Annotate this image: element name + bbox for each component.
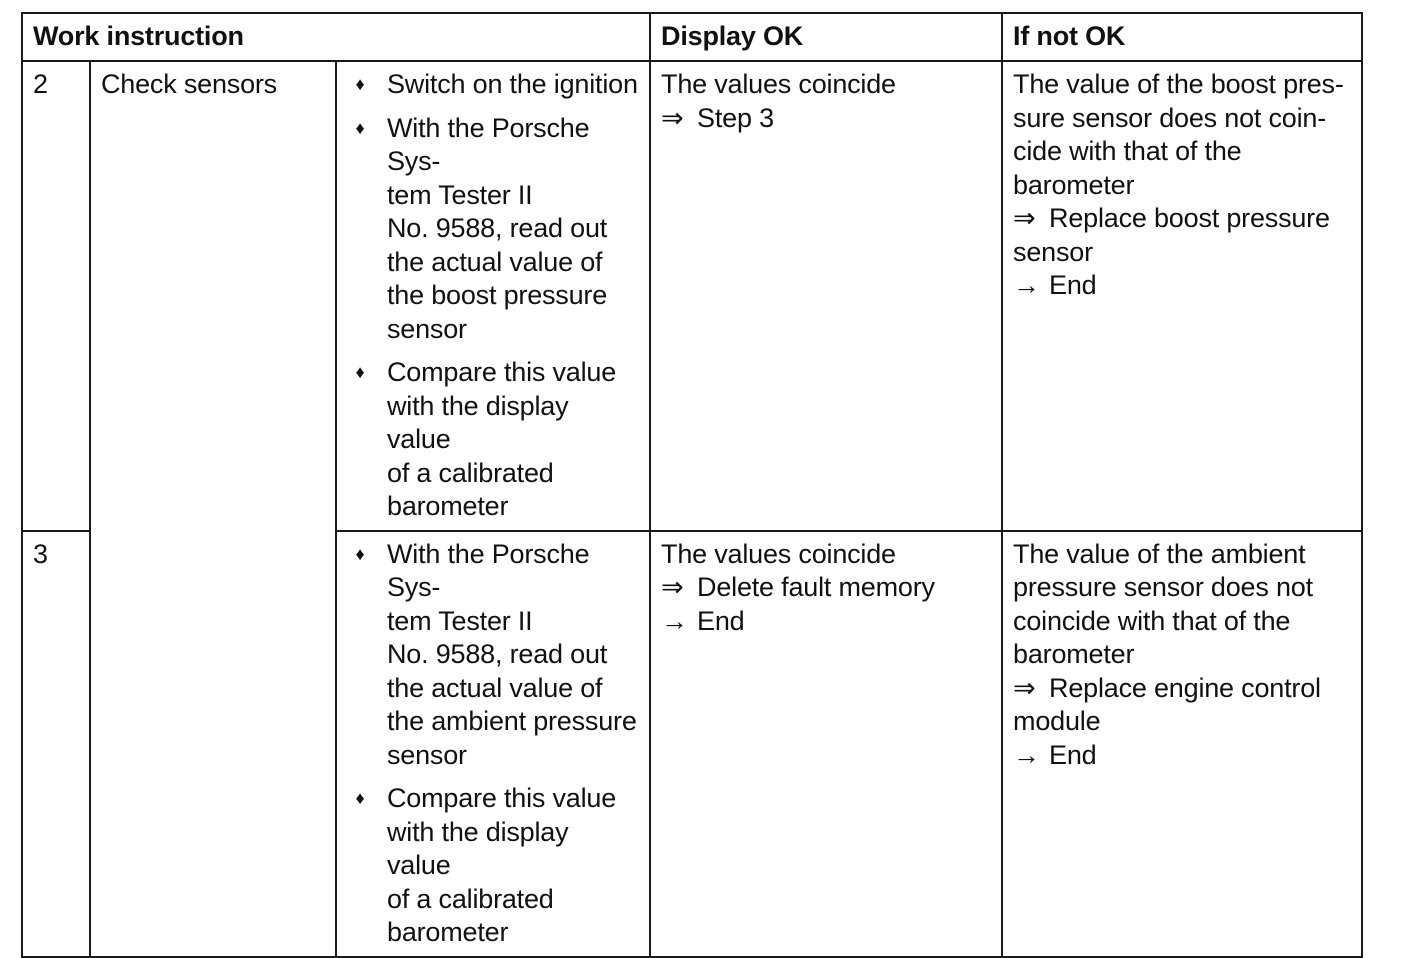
step-number: 3: [22, 531, 90, 957]
result-text: pressure sensor does not: [1013, 572, 1313, 602]
result-line: [661, 605, 991, 639]
bullet-text-line: of a calibrated: [387, 883, 554, 914]
bullet-text-line: the actual value of: [387, 672, 603, 703]
result-line: [1013, 672, 1351, 706]
display-ok-cell: [650, 531, 1002, 957]
result-text: The value of the ambient: [1013, 538, 1306, 569]
result-line: [661, 571, 991, 605]
result-text: End: [1049, 739, 1097, 770]
bullet-text-line: with the display value: [387, 816, 569, 880]
bullet-list: [347, 538, 639, 950]
instruction-cell: [336, 61, 650, 531]
bullet-text-line: sensor: [387, 313, 467, 344]
result-text: Replace boost pressure: [1049, 203, 1330, 233]
bullet-text-line: With the Porsche Sys-: [387, 112, 590, 176]
result-text: sure sensor does not coin-: [1013, 102, 1327, 133]
result-text: barometer: [1013, 639, 1135, 669]
result-line: [1013, 236, 1351, 270]
double-arrow-icon: ⇒: [661, 572, 684, 602]
header-work-instruction: Work instruction: [22, 13, 650, 61]
header-row: [22, 13, 1362, 61]
bullet-text-line: of a calibrated: [387, 457, 554, 488]
display-ok-cell: [650, 61, 1002, 531]
diamond-bullet-icon: ♦: [355, 117, 365, 138]
result-text: End: [697, 605, 745, 636]
result-line: [1013, 169, 1351, 203]
bullet-text-line: sensor: [387, 739, 467, 770]
result-line: [1013, 202, 1351, 236]
bullet-text-line: the actual value of: [387, 246, 603, 277]
if-not-ok-cell: [1002, 531, 1362, 957]
result-text: The values coincide: [661, 538, 896, 569]
result-text: coincide with that of the: [1013, 605, 1291, 636]
bullet-text-line: Compare this value: [387, 783, 617, 813]
arrow-icon: →: [661, 605, 688, 636]
result-line: [661, 68, 991, 102]
header-if-not-ok: If not OK: [1002, 13, 1362, 61]
diamond-bullet-icon: ♦: [355, 74, 365, 94]
result-line: [1013, 705, 1351, 739]
bullet-text-line: Compare this value: [387, 357, 617, 387]
result-line: [1013, 571, 1351, 605]
bullet-text-line: the ambient pressure: [387, 706, 637, 736]
bullet-text-line: the boost pressure: [387, 280, 608, 310]
result-line: [1013, 638, 1351, 672]
result-line: [1013, 269, 1351, 303]
double-arrow-icon: ⇒: [1013, 672, 1036, 703]
bullet-item: [347, 538, 639, 773]
bullet-text-line: barometer: [387, 917, 509, 947]
result-text: The value of the boost pres-: [1013, 69, 1344, 99]
instruction-cell: [336, 531, 650, 957]
header-display-ok: Display OK: [650, 13, 1002, 61]
result-line: [1013, 538, 1351, 572]
bullet-text-line: With the Porsche Sys-: [387, 538, 590, 602]
diamond-bullet-icon: ♦: [355, 543, 365, 564]
bullet-text-line: No. 9588, read out: [387, 639, 608, 669]
diamond-bullet-icon: ♦: [355, 362, 365, 382]
bullet-text-line: with the display value: [387, 390, 569, 454]
bullet-item: [347, 112, 639, 347]
bullet-text-line: Switch on the ignition: [387, 69, 638, 99]
arrow-icon: →: [1013, 270, 1040, 300]
result-text: sensor: [1013, 236, 1093, 267]
result-text: barometer: [1013, 169, 1135, 200]
result-line: [1013, 102, 1351, 136]
bullet-list: [347, 68, 639, 524]
table-row-step-2: [22, 61, 1362, 531]
bullet-text-line: tem Tester II: [387, 179, 533, 210]
diamond-bullet-icon: ♦: [355, 788, 365, 808]
result-line: [1013, 605, 1351, 639]
bullet-item: [347, 782, 639, 950]
result-line: [661, 102, 991, 136]
task-name: Check sensors: [90, 61, 336, 957]
step-number: 2: [22, 61, 90, 531]
result-text: End: [1049, 270, 1097, 300]
result-text: The values coincide: [661, 69, 896, 99]
bullet-text-line: tem Tester II: [387, 605, 533, 636]
bullet-text-line: barometer: [387, 491, 509, 521]
result-line: [661, 538, 991, 572]
result-text: module: [1013, 706, 1101, 736]
result-line: [1013, 135, 1351, 169]
double-arrow-icon: ⇒: [661, 102, 684, 133]
work-instruction-table: [21, 12, 1363, 958]
result-line: [1013, 739, 1351, 773]
double-arrow-icon: ⇒: [1013, 203, 1036, 233]
if-not-ok-cell: [1002, 61, 1362, 531]
arrow-icon: →: [1013, 739, 1040, 770]
result-text: cide with that of the: [1013, 136, 1242, 166]
result-text: Replace engine control: [1049, 672, 1321, 703]
result-line: [1013, 68, 1351, 102]
bullet-item: [347, 68, 639, 102]
result-text: Step 3: [697, 102, 774, 133]
bullet-text-line: No. 9588, read out: [387, 213, 608, 243]
result-text: Delete fault memory: [697, 572, 935, 602]
bullet-item: [347, 356, 639, 524]
